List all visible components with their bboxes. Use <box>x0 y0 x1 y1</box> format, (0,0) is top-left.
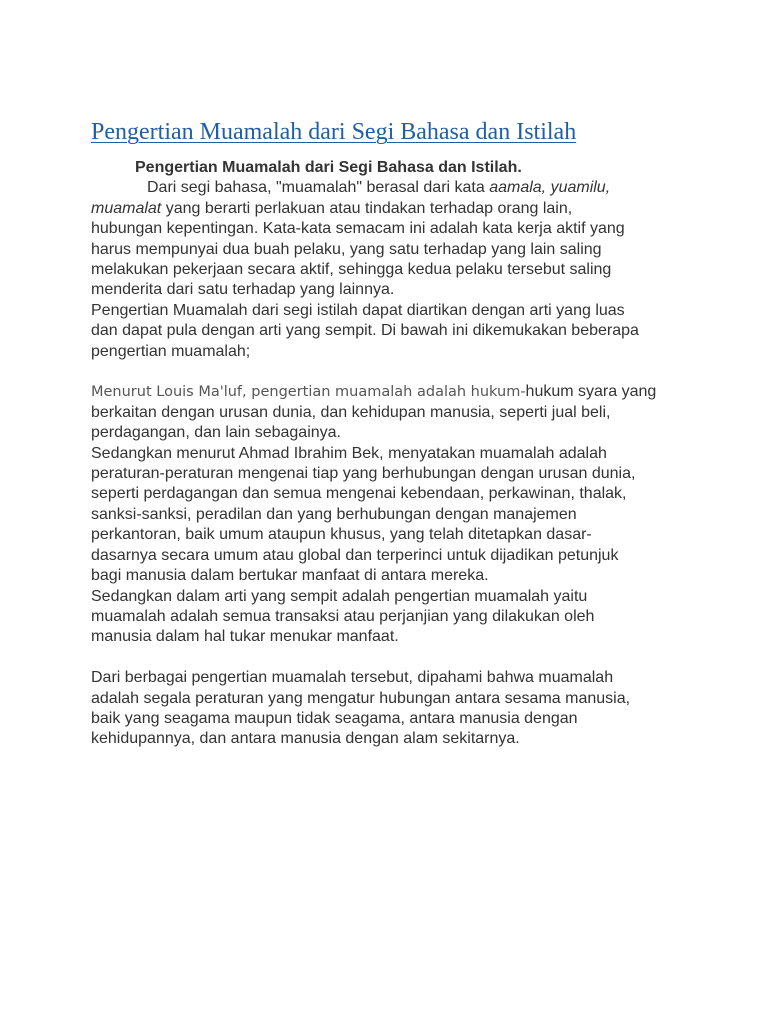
para4-line2: peraturan-peraturan mengenai tiap yang berhubungan dengan urusan dunia, <box>91 465 636 483</box>
para4-line5: perkantoran, baik umum ataupun khusus, yang telah ditetapkan dasar- <box>91 526 592 544</box>
para1-line1-italic: aamala, yuamilu, <box>489 179 611 197</box>
para3-line1 <box>91 382 691 402</box>
para4-line1: Sedangkan menurut Ahmad Ibrahim Bek, menyatakan muamalah adalah <box>91 444 607 462</box>
para1-line1 <box>91 178 691 198</box>
para6-line2: adalah segala peraturan yang mengatur hubungan antara sesama manusia, <box>91 689 631 707</box>
para3-line1-light: Menurut Louis Ma'luf, pengertian muamalah adalah hukum- <box>91 384 526 401</box>
page-title: Pengertian Muamalah dari Segi Bahasa dan Istilah <box>91 119 577 145</box>
para1-line2-italic: muamalat <box>91 199 162 217</box>
para6-line1: Dari berbagai pengertian muamalah tersebut, dipahami bahwa muamalah <box>91 669 614 687</box>
para3-line3: perdagangan, dan lain sebagainya. <box>91 424 341 442</box>
para6-line4: kehidupannya, dan antara manusia dengan alam sekitarnya. <box>91 730 520 748</box>
para4-line3: seperti perdagangan dan semua mengenai kebendaan, perkawinan, thalak, <box>91 485 627 503</box>
para2-line2: dan dapat pula dengan arti yang sempit. Di bawah ini dikemukakan beberapa <box>91 322 639 340</box>
subtitle: Pengertian Muamalah dari Segi Bahasa dan Istilah. <box>135 159 522 176</box>
para4-line7: bagi manusia dalam bertukar manfaat di antara mereka. <box>91 567 489 585</box>
para1-line1-text: Dari segi bahasa, "muamalah" berasal dari kata <box>147 179 490 197</box>
spacer <box>91 648 691 668</box>
para1-line6: menderita dari satu terhadap yang lainnya. <box>91 281 395 299</box>
para2-line1: Pengertian Muamalah dari segi istilah dapat diartikan dengan arti yang luas <box>91 301 625 319</box>
para1-line2 <box>91 199 691 219</box>
para4-line4: sanksi-sanksi, peradilan dan yang berhubungan dengan manajemen <box>91 505 577 523</box>
para1-line5: melakukan pekerjaan secara aktif, sehingga kedua pelaku tersebut saling <box>91 261 612 279</box>
spacer <box>91 362 691 382</box>
para5-line3: manusia dalam hal tukar menukar manfaat. <box>91 628 399 646</box>
article-body <box>91 158 691 750</box>
para2-line3: pengertian muamalah; <box>91 342 251 360</box>
para1-line2-text: yang berarti perlakuan atau tindakan terhadap orang lain, <box>161 199 573 217</box>
para3-line2: berkaitan dengan urusan dunia, dan kehidupan manusia, seperti jual beli, <box>91 403 611 421</box>
para4-line6: dasarnya secara umum atau global dan terperinci untuk dijadikan petunjuk <box>91 546 619 564</box>
para3-line1-text: hukum syara yang <box>525 383 657 401</box>
para5-line2: muamalah adalah semua transaksi atau perjanjian yang dilakukan oleh <box>91 607 595 625</box>
para5-line1: Sedangkan dalam arti yang sempit adalah pengertian muamalah yaitu <box>91 587 588 605</box>
para1-line4: harus mempunyai dua buah pelaku, yang satu terhadap yang lain saling <box>91 240 602 258</box>
para6-line3: baik yang seagama maupun tidak seagama, antara manusia dengan <box>91 709 578 727</box>
para1-line3: hubungan kepentingan. Kata-kata semacam ini adalah kata kerja aktif yang <box>91 220 625 238</box>
